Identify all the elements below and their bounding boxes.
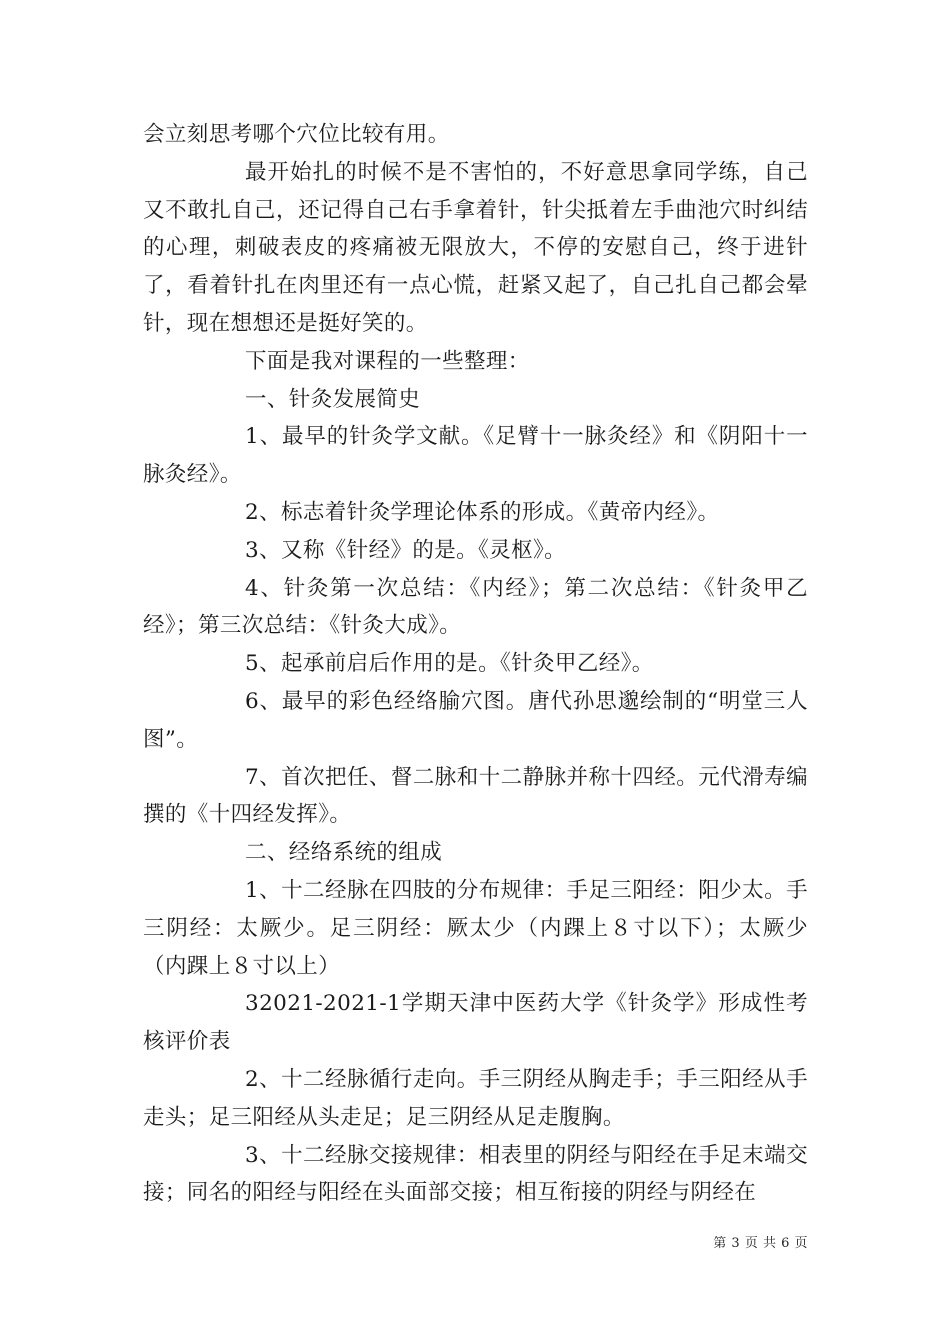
list-item-4: 4、针灸第一次总结：《内经》；第二次总结：《针灸甲乙经》；第三次总结：《针灸大成》。 bbox=[143, 575, 808, 639]
page-number-footer: 第 3 页 共 6 页 bbox=[713, 1236, 808, 1251]
list-item-10: 3、十二经脉交接规律：相表里的阴经与阳经在手足末端交接；同名的阳经与阳经在头面部交接；相互衔接的阴经与阴经在 bbox=[143, 1142, 808, 1206]
list-item-6: 6、最早的彩色经络腧穴图。唐代孙思邈绘制的“明堂三人图”。 bbox=[143, 688, 808, 752]
section-heading-1: 一、针灸发展简史 bbox=[245, 386, 421, 412]
paragraph-3: 下面是我对课程的一些整理： bbox=[245, 348, 530, 374]
list-item-7: 7、首次把任、督二脉和十二静脉并称十四经。元代滑寿编撰的《十四经发挥》。 bbox=[143, 764, 808, 828]
body-text bbox=[143, 116, 808, 1212]
paragraph-1: 会立刻思考哪个穴位比较有用。 bbox=[143, 122, 450, 147]
section-heading-2: 二、经络系统的组成 bbox=[245, 840, 443, 866]
paragraph-2: 最开始扎的时候不是不害怕的，不好意思拿同学练，自己又不敢扎自己，还记得自己右手拿着针，针尖抵着左手曲池穴时纠结的心理，刺破表皮的疼痛被无限放大，不停的安慰自己，终于进针了，看着针扎在肉里还有一点心慌，赶紧又起了，自己扎自己都会晕针，现在想想还是挺好笑的。 bbox=[143, 159, 808, 336]
list-item-3: 3、又称《针经》的是。《灵枢》。 bbox=[245, 537, 567, 563]
list-item-1: 1、最早的针灸学文献。《足臂十一脉灸经》和《阴阳十一脉灸经》。 bbox=[143, 424, 808, 488]
list-item-9: 2、十二经脉循行走向。手三阴经从胸走手；手三阳经从手走头；足三阳经从头走足；足三阴经从足走腹胸。 bbox=[143, 1066, 808, 1130]
inserted-title: 32021-2021-1学期天津中医药大学《针灸学》形成性考核评价表 bbox=[143, 991, 808, 1055]
list-item-2: 2、标志着针灸学理论体系的形成。《黄帝内经》。 bbox=[245, 499, 720, 525]
list-item-8: 1、十二经脉在四肢的分布规律：手足三阳经：阳少太。手三阴经：太厥少。足三阴经：厥太少（内踝上８寸以下）；太厥少（内踝上８寸以上） bbox=[143, 877, 808, 979]
list-item-5: 5、起承前启后作用的是。《针灸甲乙经》。 bbox=[245, 651, 654, 677]
